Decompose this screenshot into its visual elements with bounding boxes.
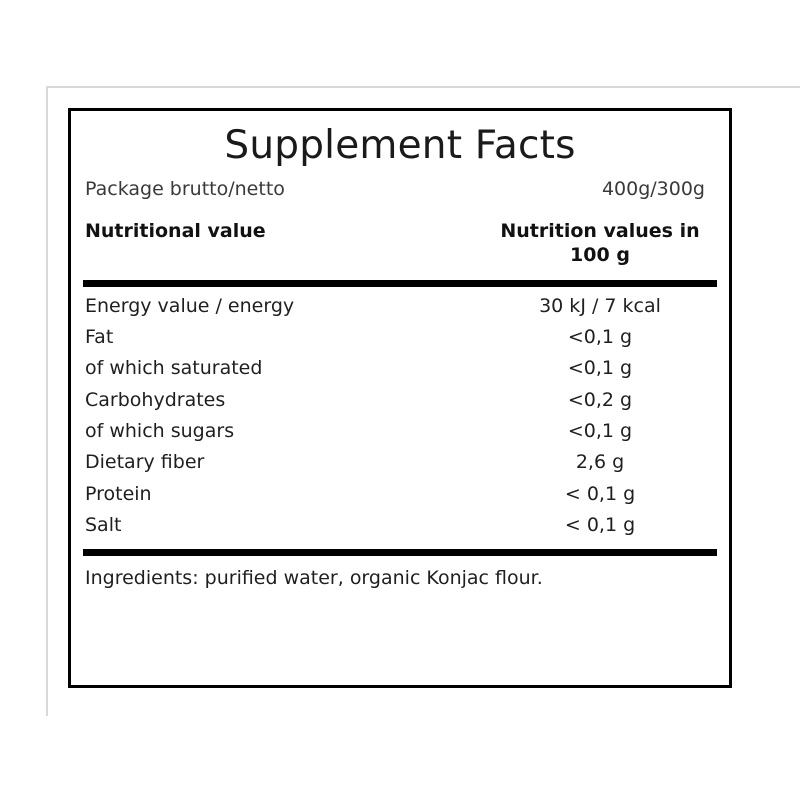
table-row <box>85 322 715 353</box>
table-row <box>85 291 715 322</box>
table-row <box>85 385 715 416</box>
row-value: < 0,1 g <box>564 513 636 536</box>
row-label: Protein <box>85 482 152 505</box>
row-value: <0,1 g <box>567 419 633 442</box>
row-label: Dietary fiber <box>85 451 205 474</box>
table-row <box>85 479 715 510</box>
table-header <box>83 202 717 270</box>
package-value: 400g/300g <box>601 178 705 200</box>
row-value: 2,6 g <box>575 451 625 474</box>
row-value: <0,1 g <box>567 357 633 380</box>
row-value: <0,1 g <box>567 325 633 348</box>
package-label: Package brutto/netto <box>85 178 285 200</box>
table-footer-divider <box>83 549 717 556</box>
table-row <box>85 510 715 541</box>
page-title: Supplement Facts <box>224 123 576 168</box>
row-label: Carbohydrates <box>85 388 226 411</box>
supplement-facts-panel <box>68 108 732 688</box>
row-label: Energy value / energy <box>85 294 295 317</box>
table-header-left: Nutritional value <box>85 220 266 242</box>
row-value: 30 kJ / 7 kcal <box>539 294 661 317</box>
nutrition-table <box>83 287 717 542</box>
row-label: Fat <box>85 325 114 348</box>
row-label: of which saturated <box>85 357 263 380</box>
table-row <box>85 353 715 384</box>
header-divider <box>83 280 717 287</box>
row-value: < 0,1 g <box>564 482 636 505</box>
row-label: of which sugars <box>85 419 235 442</box>
ingredients-text: Ingredients: purified water, organic Konjac flour. <box>85 567 543 590</box>
table-row <box>85 416 715 447</box>
row-label: Salt <box>85 513 122 536</box>
row-value: <0,2 g <box>567 388 633 411</box>
package-row <box>83 172 717 202</box>
table-header-right: Nutrition values in 100 g <box>500 220 700 266</box>
table-row <box>85 447 715 478</box>
